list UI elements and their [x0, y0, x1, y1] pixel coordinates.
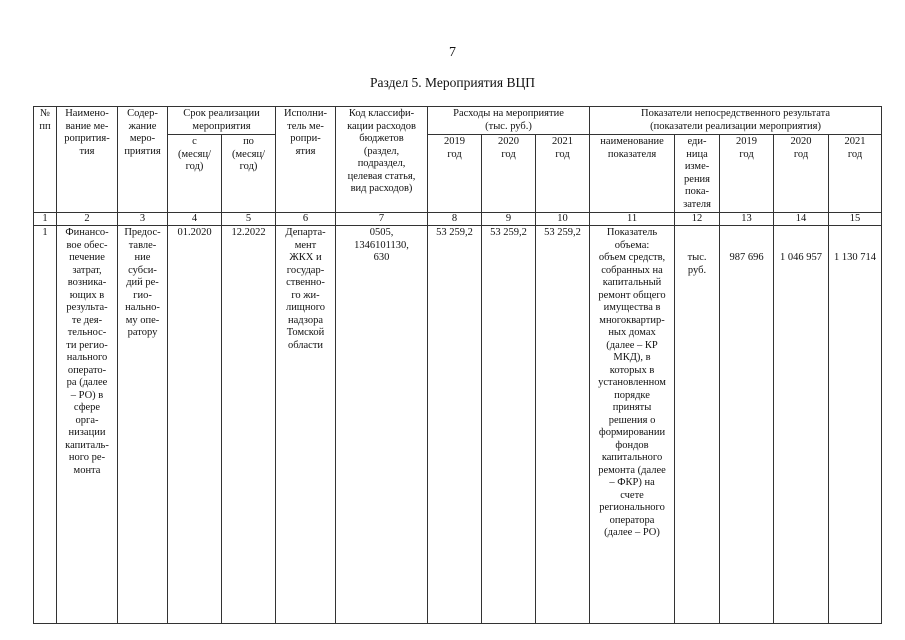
- row-indicator-2019: 987 696: [720, 226, 774, 624]
- row-exp-2020: 53 259,2: [482, 226, 536, 624]
- header-ind-2021: 2021 год: [829, 135, 882, 213]
- column-number: 2: [57, 213, 118, 226]
- header-exp-2020: 2020 год: [482, 135, 536, 213]
- header-expenses: Расходы на мероприятие (тыс. руб.): [428, 107, 590, 135]
- column-number: 6: [276, 213, 336, 226]
- column-number: 9: [482, 213, 536, 226]
- column-number: 5: [222, 213, 276, 226]
- header-content: Содер- жание меро- приятия: [118, 107, 168, 213]
- column-number: 8: [428, 213, 482, 226]
- column-number: 4: [168, 213, 222, 226]
- row-indicator-unit: тыс. руб.: [675, 226, 720, 624]
- header-ind-name: наименование показателя: [590, 135, 675, 213]
- header-code: Код классифи- кации расходов бюджетов (раздел, подраздел, целевая статья, вид расходов): [336, 107, 428, 213]
- header-exp-2021: 2021 год: [536, 135, 590, 213]
- header-indicators: Показатели непосредственного результата (показатели реализации мероприятия): [590, 107, 882, 135]
- row-indicator-name: Показатель объема: объем средств, собранных на капитальный ремонт общего имущества в многоквартир- ных домах (далее – КР МКД), в которых в установленном порядке приняты решения о формировании фондов капитального ремонта (далее – ФКР) на счете регионального оператора (далее – РО): [590, 226, 675, 624]
- column-number: 10: [536, 213, 590, 226]
- row-num: 1: [34, 226, 57, 624]
- header-exp-2019: 2019 год: [428, 135, 482, 213]
- header-period: Срок реализации мероприятия: [168, 107, 276, 135]
- column-number: 3: [118, 213, 168, 226]
- header-executor: Исполни- тель ме- ропри- ятия: [276, 107, 336, 213]
- header-period-to: по (месяц/ год): [222, 135, 276, 213]
- header-num: № пп: [34, 107, 57, 213]
- column-number: 13: [720, 213, 774, 226]
- row-executor: Департа- мент ЖКХ и государ- ственно- го жи- лищного надзора Томской области: [276, 226, 336, 624]
- row-from: 01.2020: [168, 226, 222, 624]
- row-content: Предос- тавле- ние субси- дий ре- гио- нально- му опе- ратору: [118, 226, 168, 624]
- column-number-row: [34, 213, 882, 226]
- row-name: Финансо- вое обес- печение затрат, возника- ющих в результа- те дея- тельнос- ти регио- нального операто- ра (далее – РО) в сфере орга- низации капиталь- ного ре- монта: [57, 226, 118, 624]
- header-ind-2019: 2019 год: [720, 135, 774, 213]
- header-ind-unit: еди- ница изме- рения пока- зателя: [675, 135, 720, 213]
- section-title: Раздел 5. Мероприятия ВЦП: [370, 75, 535, 90]
- header-period-from: с (месяц/ год): [168, 135, 222, 213]
- row-indicator-2020: 1 046 957: [774, 226, 829, 624]
- page-number: 7: [449, 45, 456, 60]
- row-indicator-2021: 1 130 714: [829, 226, 882, 624]
- column-number: 11: [590, 213, 675, 226]
- column-number: 1: [34, 213, 57, 226]
- row-code: 0505, 1346101130, 630: [336, 226, 428, 624]
- row-to: 12.2022: [222, 226, 276, 624]
- column-number: 7: [336, 213, 428, 226]
- column-number: 14: [774, 213, 829, 226]
- row-exp-2021: 53 259,2: [536, 226, 590, 624]
- column-number: 15: [829, 213, 882, 226]
- header-row-1: [34, 107, 882, 135]
- header-ind-2020: 2020 год: [774, 135, 829, 213]
- header-name: Наимено- вание ме- ропрития- тия: [57, 107, 118, 213]
- row-exp-2019: 53 259,2: [428, 226, 482, 624]
- column-number: 12: [675, 213, 720, 226]
- measures-table: [33, 106, 882, 624]
- table-row: [34, 226, 882, 624]
